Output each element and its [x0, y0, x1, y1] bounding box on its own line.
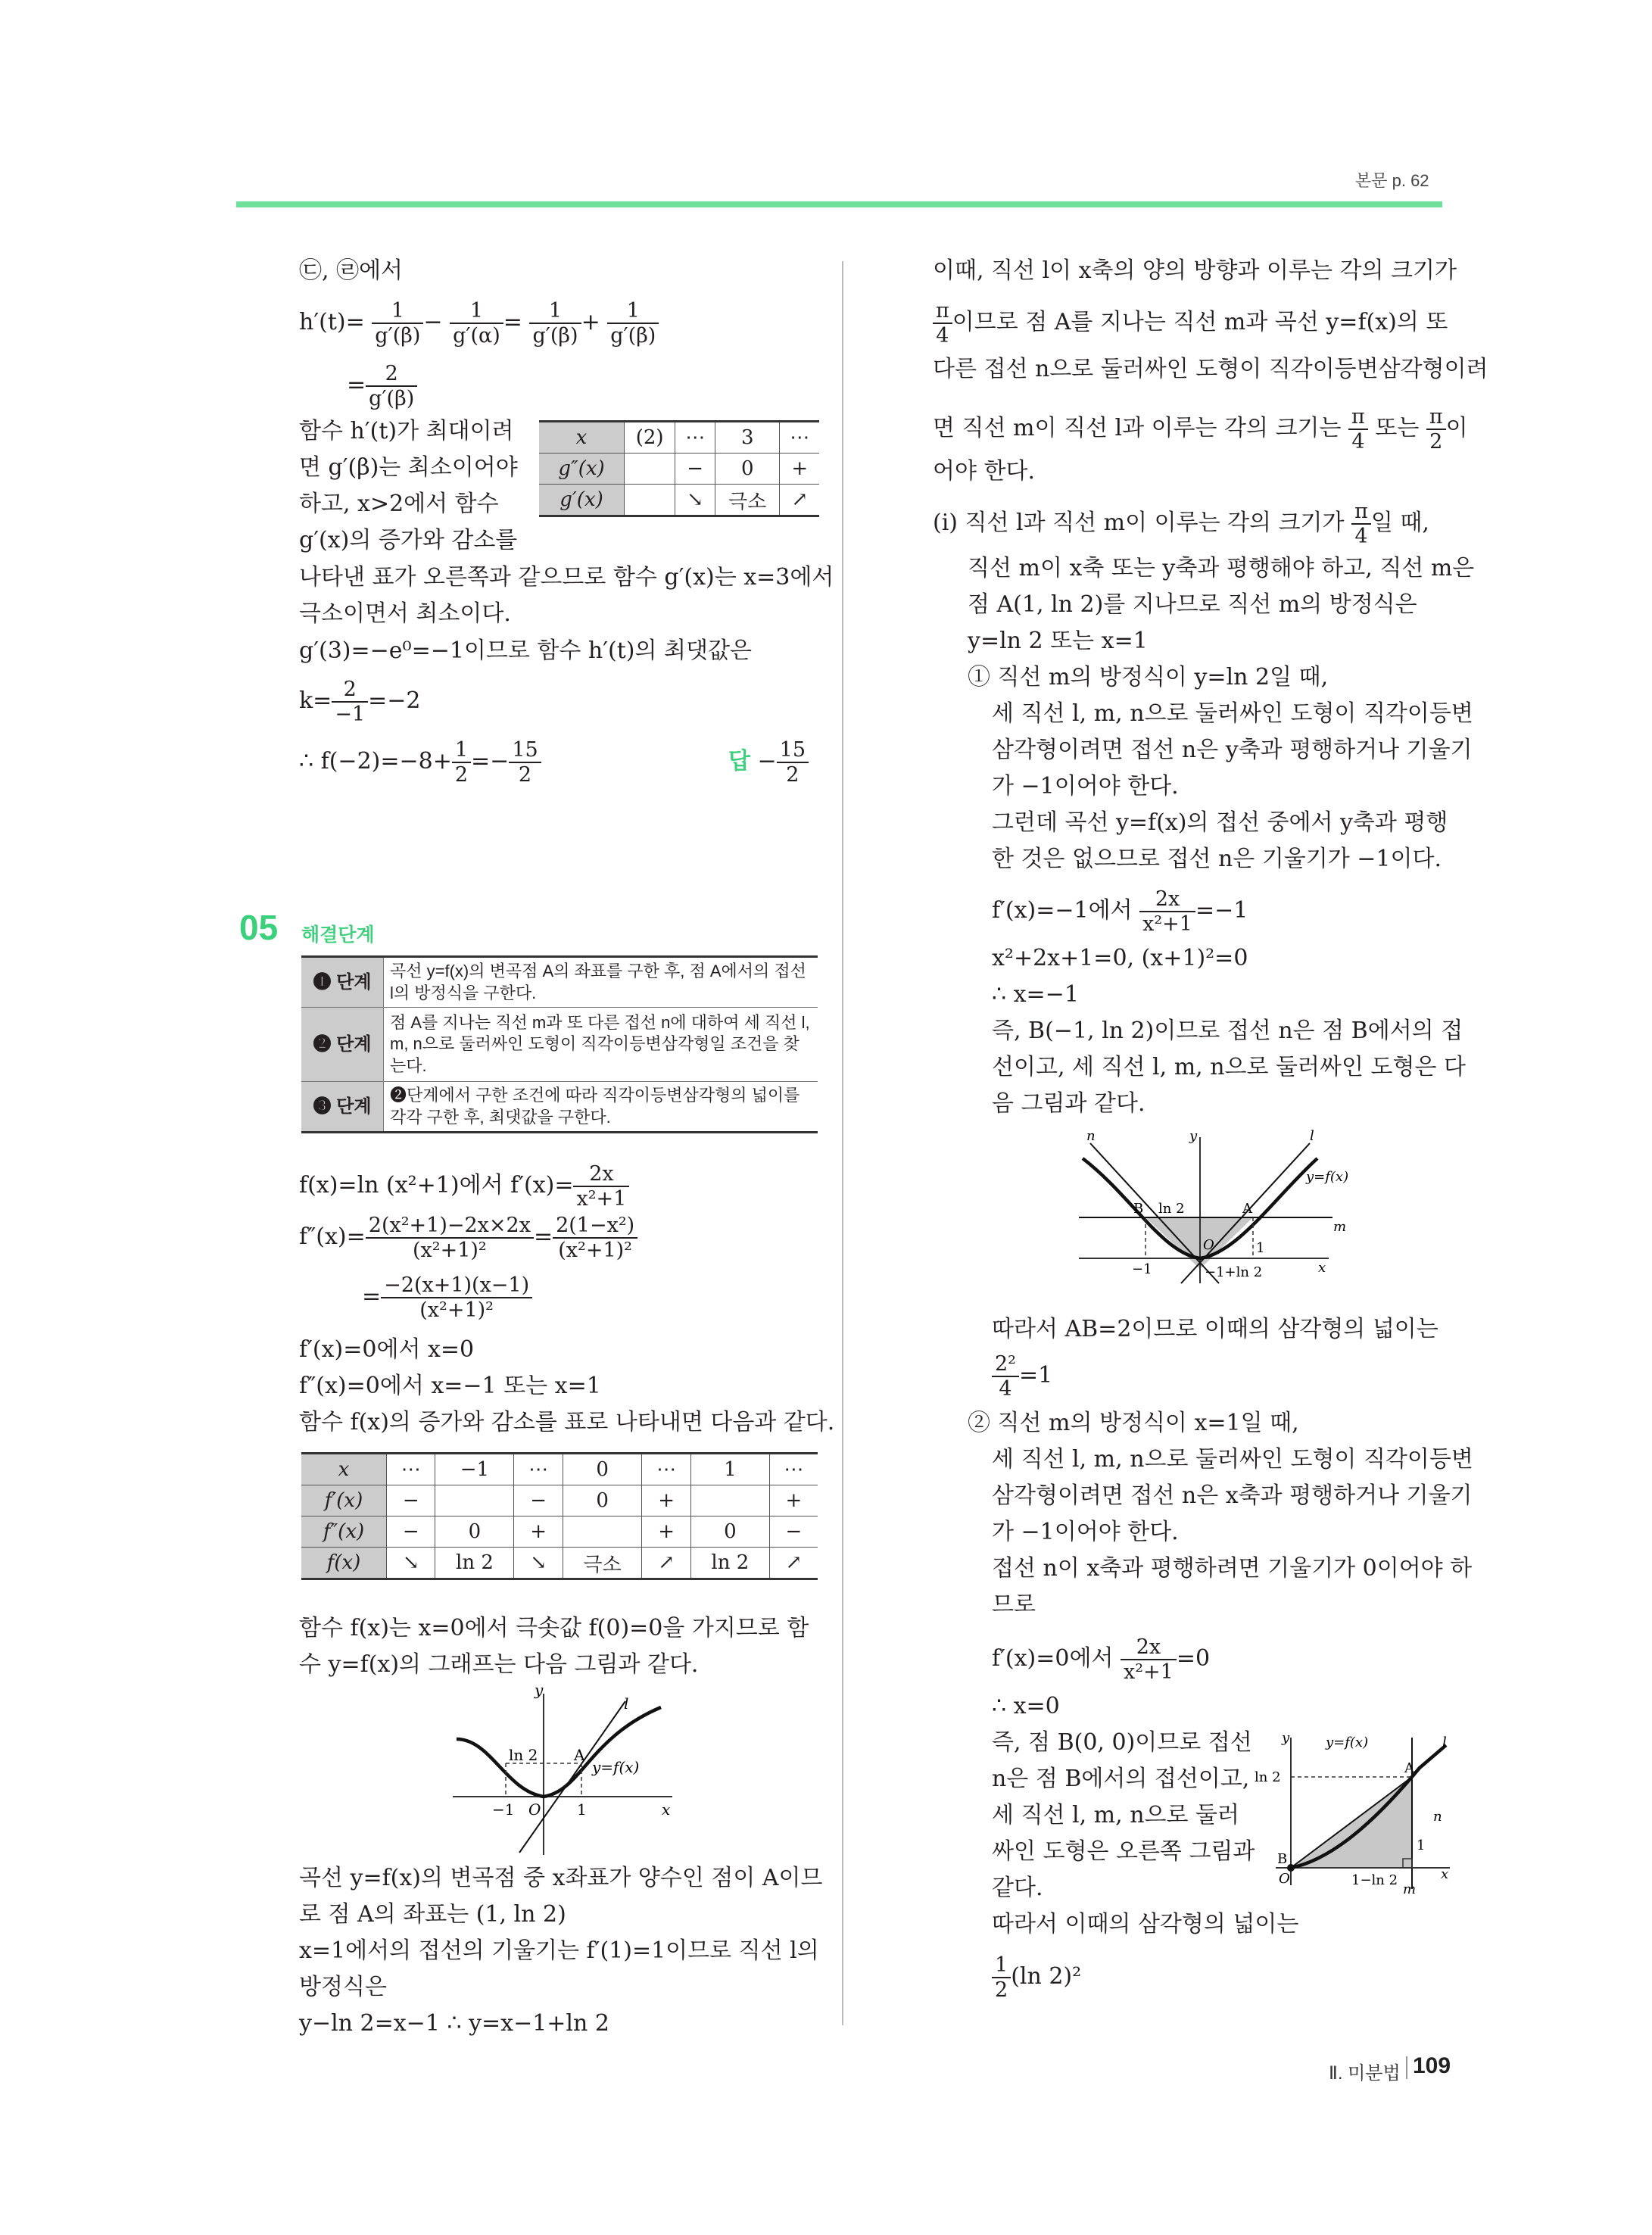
label-O: O — [1279, 1871, 1290, 1887]
text-line: 점 A(1, ln 2)를 지나므로 직선 m의 방정식은 — [968, 591, 1417, 618]
text-line: 로 점 A의 좌표는 (1, ln 2) — [299, 1901, 566, 1928]
equation-fdouble: f″(x)= $\frac{\text{2(x²+1)−2x×2x}}{\text{(x²+1)²}}$ = $\frac{\text{2(1−x²)}}{\text{(x²+1)²}}$ — [299, 1214, 637, 1262]
label-1-minus-ln2: 1−ln 2 — [1351, 1872, 1398, 1888]
label-x: x — [1441, 1866, 1449, 1882]
equation-k: k= $\frac{2}{-1}$ =−2 — [299, 678, 421, 727]
label-y: y — [1189, 1128, 1198, 1144]
text-line: ∴ x=0 — [992, 1693, 1060, 1719]
text-line: 다른 접선 n으로 둘러싸인 도형이 직각이등변삼각형이려 — [933, 356, 1488, 382]
text-line: 므로 — [992, 1591, 1036, 1618]
text-line: x=1에서의 접선의 기울기는 f′(1)=1이므로 직선 l의 — [299, 1937, 819, 1964]
label-fx: y=f(x) — [1306, 1169, 1349, 1185]
label-ln2: ln 2 — [509, 1746, 538, 1764]
text-line: $\frac{\pi}{4}$ 이므로 점 A를 지나는 직선 m과 곡선 y=f(x)의 또 — [933, 299, 1448, 348]
label-A: A — [1404, 1760, 1414, 1776]
label-l: l — [624, 1694, 629, 1713]
text-line: 따라서 이때의 삼각형의 넓이는 — [992, 1911, 1299, 1937]
step-text: ❷단계에서 구한 조건에 따라 직각이등변삼각형의 넓이를 각각 구한 후, 최댓값을 구한다. — [384, 1082, 818, 1133]
footer-separator — [1406, 2056, 1407, 2079]
graph-f — [445, 1681, 680, 1862]
steps-table — [301, 955, 818, 1133]
text-line: 극소이면서 최소이다. — [299, 600, 511, 627]
text-line: y−ln 2=x−1 ∴ y=x−1+ln 2 — [299, 2010, 609, 2037]
label-n: n — [1086, 1128, 1096, 1144]
label-B: B — [1133, 1201, 1144, 1217]
text-line: 삼각형이려면 접선 n은 y축과 평행하거나 기울기 — [992, 737, 1473, 763]
text-line: 방정식은 — [299, 1974, 387, 2000]
text-line: n은 점 B에서의 접선이고, — [992, 1766, 1250, 1792]
label-minus1: −1 — [1132, 1261, 1152, 1277]
label-minus1-ln2: −1+ln 2 — [1205, 1264, 1263, 1280]
text-line: 한 것은 없으므로 접선 n은 기울기가 −1이다. — [992, 846, 1442, 872]
graph-case2 — [1255, 1730, 1457, 1897]
text-line: g′(3)=−e⁰=−1이므로 함수 h′(t)의 최댓값은 — [299, 637, 752, 664]
equation-hprime-2: = $\frac{2}{g'(\beta)}$ — [347, 362, 417, 410]
text-line: 수 y=f(x)의 그래프는 다음 그림과 같다. — [299, 1651, 699, 1678]
label-y: y — [1282, 1730, 1290, 1746]
text-line: 면 직선 m이 직선 l과 이루는 각의 크기는 $\frac{\pi}{4}$ 또는 $\frac{\pi}{2}$ 이 — [933, 405, 1468, 454]
text-line: 세 직선 l, m, n으로 둘러싸인 도형이 직각이등변 — [992, 700, 1473, 727]
text-line: 즉, B(−1, ln 2)이므로 접선 n은 점 B에서의 접 — [992, 1018, 1463, 1044]
label-A: A — [574, 1746, 585, 1764]
text-line: 세 직선 l, m, n으로 둘러 — [992, 1802, 1239, 1828]
text-line: 가 −1이어야 한다. — [992, 773, 1179, 800]
label-l: l — [1442, 1735, 1447, 1750]
equation-fprime-zero: f′(x)=0에서 $\frac{2x}{\text{x²+1}}$ =0 — [992, 1635, 1211, 1685]
equation-fprime-minus1: f′(x)=−1에서 $\frac{2x}{\text{x²+1}}$ =−1 — [992, 887, 1248, 937]
text-line: 어야 한다. — [933, 458, 1035, 485]
label-1: 1 — [577, 1800, 587, 1819]
equation-fprime: f(x)=ln (x²+1)에서 f′(x)= $\frac{2x}{\text{x²+1}}$ — [299, 1162, 629, 1211]
text-line: f′(x)=0에서 x=0 — [299, 1336, 475, 1363]
curve-f — [457, 1707, 661, 1797]
text-line: 곡선 y=f(x)의 변곡점 중 x좌표가 양수인 점이 A이므 — [299, 1865, 823, 1891]
label-1: 1 — [1417, 1838, 1426, 1853]
answer-label: 답 — [728, 749, 750, 775]
chapter-label: Ⅱ. 미분법 — [1329, 2063, 1401, 2084]
label-y: y — [535, 1681, 544, 1699]
text-line: 싸인 도형은 오른쪽 그림과 — [992, 1838, 1255, 1865]
label-A: A — [1242, 1201, 1252, 1217]
label-x: x — [662, 1800, 671, 1819]
label-l: l — [1310, 1128, 1314, 1144]
label-x: x — [1318, 1260, 1326, 1276]
text-line: 즉, 점 B(0, 0)이므로 접선 — [992, 1729, 1252, 1756]
text-line: ② 직선 m의 방정식이 x=1일 때, — [968, 1410, 1299, 1436]
page-ref: 본문 p. 62 — [1355, 171, 1429, 190]
text-line: 접선 n이 x축과 평행하려면 기울기가 0이어야 하 — [992, 1555, 1473, 1582]
text-line: g′(x)의 증가와 감소를 — [299, 527, 518, 553]
text-line: 음 그림과 같다. — [992, 1090, 1145, 1117]
text-line: 나타낸 표가 오른쪽과 같으므로 함수 g′(x)는 x=3에서 — [299, 564, 834, 591]
page-number: 109 — [1413, 2053, 1451, 2078]
text-line: 이때, 직선 l이 x축의 양의 방향과 이루는 각의 크기가 — [933, 257, 1457, 284]
equation-area1: $\frac{\text{2²}}{4}$ =1 — [992, 1352, 1052, 1401]
step-text: 점 A를 지나는 직선 m과 또 다른 접선 n에 대하여 세 직선 l, m, n으로 둘러싸인 도형이 직각이등변삼각형일 조건을 찾는다. — [384, 1008, 818, 1082]
problem-number: 05 — [239, 908, 279, 947]
text-line: y=ln 2 또는 x=1 — [968, 628, 1148, 654]
label-fx: y=f(x) — [1326, 1735, 1369, 1750]
label-ln2: ln 2 — [1255, 1769, 1281, 1785]
label-m: m — [1403, 1881, 1417, 1897]
step-label: ❶ 단계 — [301, 957, 384, 1008]
label-ln2: ln 2 — [1158, 1201, 1185, 1217]
tangent-l — [519, 1701, 625, 1853]
label-m: m — [1333, 1219, 1347, 1235]
text-line: 함수 h′(t)가 최대이려 — [299, 418, 514, 444]
step-text: 곡선 y=f(x)의 변곡점 A의 좌표를 구한 후, 점 A에서의 접선 l의 방정식을 구한다. — [384, 957, 818, 1008]
label-1: 1 — [1256, 1240, 1265, 1256]
text-line: 면 g′(β)는 최소이어야 — [299, 454, 518, 481]
text-line: 같다. — [992, 1875, 1043, 1901]
text-line: 따라서 AB=2이므로 이때의 삼각형의 넓이는 — [992, 1316, 1438, 1342]
text-line: 함수 f(x)는 x=0에서 극솟값 f(0)=0을 가지므로 함 — [299, 1615, 809, 1641]
label-fx: y=f(x) — [592, 1758, 640, 1776]
equation-area2: $\frac{1}{2}$ (ln 2)² — [992, 1953, 1081, 2002]
text-line: 그런데 곡선 y=f(x)의 접선 중에서 y축과 평행 — [992, 809, 1448, 836]
label-O: O — [1203, 1237, 1214, 1253]
equation-hprime: h′(t)= $\frac{1}{g'(\beta)}$ − $\frac{1}{g'(\alpha)}$ = $\frac{1}{g'(\beta)}$ + $\frac{1}{g'(\beta)}$ — [299, 299, 659, 348]
label-B: B — [1277, 1851, 1288, 1867]
text-line: 삼각형이려면 접선 n은 x축과 평행하거나 기울기 — [992, 1482, 1473, 1509]
text-line: 세 직선 l, m, n으로 둘러싸인 도형이 직각이등변 — [992, 1446, 1473, 1473]
text-line: 함수 f(x)의 증가와 감소를 표로 나타내면 다음과 같다. — [299, 1409, 835, 1435]
text-line: 선이고, 세 직선 l, m, n으로 둘러싸인 도형은 다 — [992, 1054, 1466, 1080]
text-line: 가 −1이어야 한다. — [992, 1519, 1179, 1545]
equation-fdouble-2: = $\frac{-2(x+1)(x-1)}{\text{(x²+1)²}}$ — [362, 1273, 532, 1322]
problem-title: 해결단계 — [301, 924, 375, 946]
text-line: 직선 m이 x축 또는 y축과 평행해야 하고, 직선 m은 — [968, 555, 1475, 581]
f-variation-table: x ⋯ −1 ⋯ 0 ⋯ 1 ⋯ f′(x) − − 0 + + f″(x) − 0 + + 0 − f(x) ↘ ln 2 ↘ 극소 ↗ ln 2 ↗ — [301, 1452, 818, 1580]
header-rule — [236, 201, 1442, 207]
text-line: f″(x)=0에서 x=−1 또는 x=1 — [299, 1373, 601, 1399]
equation-f-minus2: ∴ f(−2)=−8+ $\frac{1}{2}$ =− $\frac{15}{2}$ — [299, 738, 541, 787]
answer: 답 − $\frac{15}{2}$ — [728, 738, 809, 787]
label-n: n — [1433, 1809, 1442, 1825]
step-label: ❸ 단계 — [301, 1082, 384, 1133]
step-label: ❷ 단계 — [301, 1008, 384, 1082]
graph-case1 — [1064, 1128, 1382, 1287]
text-line: (i) 직선 l과 직선 m이 이루는 각의 크기가 $\frac{\pi}{4}$ 일 때, — [933, 500, 1429, 549]
label-O: O — [528, 1800, 541, 1819]
column-divider — [842, 261, 843, 2025]
g-variation-table: x (2) ⋯ 3 ⋯ g″(x) − 0 + g′(x) ↘ 극소 ↗ — [539, 420, 819, 517]
text-line: 하고, x>2에서 함수 — [299, 491, 499, 517]
text-line: ㉢, ㉣에서 — [299, 257, 404, 284]
text-line: ① 직선 m의 방정식이 y=ln 2일 때, — [968, 664, 1329, 690]
text-line: ∴ x=−1 — [992, 981, 1079, 1008]
label-minus1: −1 — [492, 1800, 515, 1819]
text-line: x²+2x+1=0, (x+1)²=0 — [992, 945, 1248, 971]
